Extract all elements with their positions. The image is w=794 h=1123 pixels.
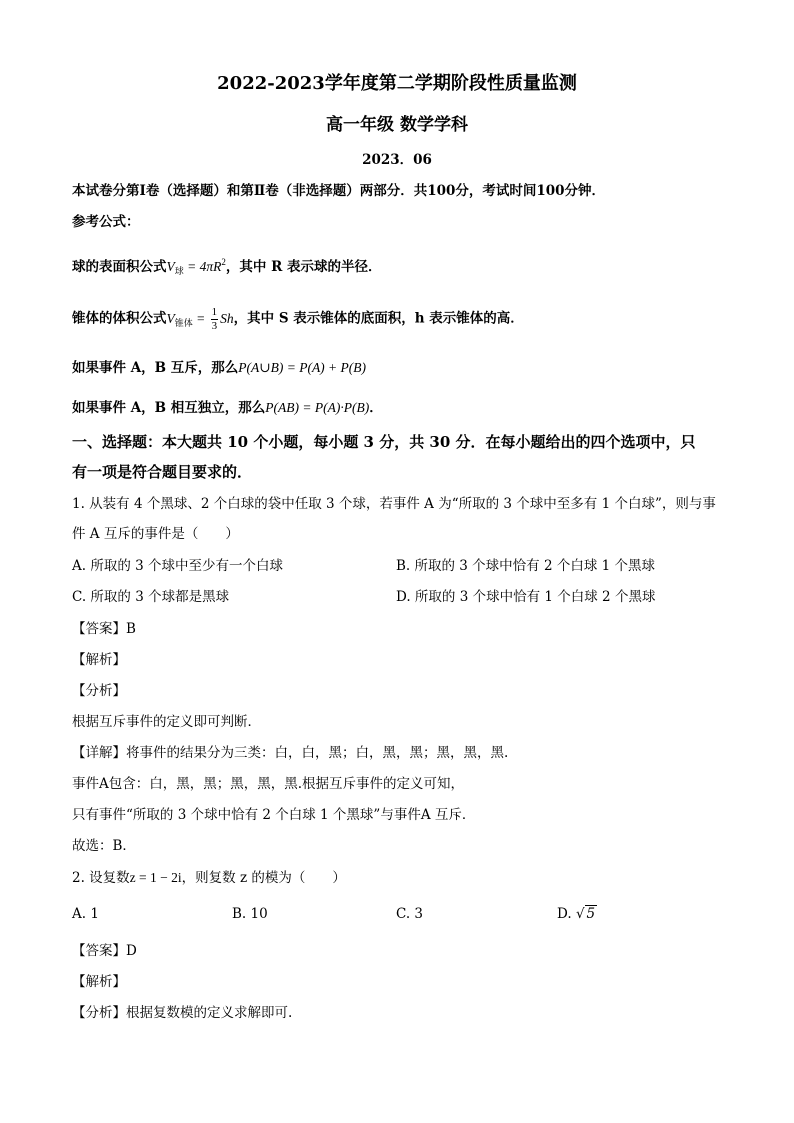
q2-stem: 2. 设复数z = 1 − 2i，则复数 z 的模为（ ） [72, 870, 346, 886]
exclusive-formula: P(A∪B) = P(A) + P(B) [238, 360, 367, 375]
mutually-exclusive-formula-line [72, 358, 366, 378]
q2-option-a: A. 1 [72, 906, 99, 922]
exam-title: 2022-2023学年度第二学期阶段性质量监测 [217, 73, 577, 94]
exclusive-prefix: 如果事件 A，B 互斥，那么 [72, 360, 239, 376]
q1-option-c: C. 所取的 3 个球都是黑球 [72, 589, 230, 605]
exam-subtitle: 高一年级 数学学科 [326, 115, 468, 135]
exam-notice: 本试卷分第Ⅰ卷（选择题）和第Ⅱ卷（非选择题）两部分．共100分，考试时间100分钟． [72, 183, 606, 199]
independent-formula: P(AB) = P(A)·P(B) [265, 400, 370, 415]
sqrt-icon: √ 5 [575, 906, 596, 922]
exam-date: 2023．06 [362, 152, 432, 168]
q2-fenxi: 【分析】根据复数模的定义求解即可. [72, 1005, 293, 1021]
q1-detail-line3: 只有事件“所取的 3 个球中恰有 2 个白球 1 个黑球”与事件A 互斥． [72, 807, 476, 823]
q1-option-a: A. 所取的 3 个球中至少有一个白球 [72, 558, 284, 574]
sphere-formula-suffix: ，其中 R 表示球的半径． [225, 259, 382, 275]
q1-option-d: D. 所取的 3 个球中恰有 1 个白球 2 个黑球 [396, 589, 656, 605]
cone-formula-prefix: 锥体的体积公式 [72, 310, 167, 327]
sphere-formula-prefix: 球的表面积公式 [72, 259, 167, 275]
cone-volume-formula: $V_{锥体}$ = $\frac{1}{3}$ Sh [166, 306, 234, 332]
q1-analysis-label: 【解析】 [72, 652, 126, 668]
q2-option-c: C. 3 [396, 906, 424, 922]
q1-fenxi-text: 根据互斥事件的定义即可判断． [72, 714, 261, 730]
q1-detail-line2: 事件A包含：白，黑，黑；黑，黑，黑.根据互斥事件的定义可知， [72, 776, 465, 792]
independent-formula-line: 如果事件 A，B 相互独立，那么P(AB) = P(A)·P(B)． [72, 400, 383, 416]
q2-complex-formula: z = 1 − 2i [129, 870, 182, 885]
q1-fenxi-label: 【分析】 [72, 683, 126, 699]
fraction-one-third: $\frac{1}{3}$ [211, 306, 218, 332]
q2-option-d: D. √ 5 [557, 906, 596, 922]
section-heading-line1: 一、选择题：本大题共 10 个小题，每小题 3 分，共 30 分．在每小题给出的四个选项中，只 [72, 433, 696, 451]
q1-option-b: B. 所取的 3 个球中恰有 2 个白球 1 个黑球 [396, 558, 656, 574]
formula-heading: 参考公式： [72, 214, 140, 230]
q1-stem-line1: 1. 从装有 4 个黑球、2 个白球的袋中任取 3 个球，若事件 A 为“所取的 3 个球中至多有 1 个白球”，则与事 [72, 496, 716, 512]
q1-answer: 【答案】B [72, 621, 136, 637]
q2-option-d-value: 5 [586, 906, 596, 922]
cone-volume-formula-line [72, 306, 524, 333]
independent-prefix: 如果事件 A，B 相互独立，那么 [72, 400, 266, 416]
q1-stem-line2: 件 A 互斥的事件是（ ） [72, 526, 239, 542]
cone-formula-suffix: ，其中 S 表示锥体的底面积，h 表示锥体的高． [233, 310, 524, 327]
section-heading-line2: 有一项是符合题目要求的． [72, 463, 253, 481]
sphere-area-formula: $V_球 = 4\pi R^2$ [166, 257, 226, 276]
q2-answer: 【答案】D [72, 943, 137, 959]
q2-option-b: B. 10 [232, 906, 268, 922]
sphere-area-formula-line [72, 252, 382, 281]
q1-choose: 故选：B． [72, 838, 136, 854]
q2-analysis-label: 【解析】 [72, 974, 126, 990]
q1-detail-line1: 【详解】将事件的结果分为三类：白，白，黑；白，黑，黑；黑，黑，黑. [72, 745, 509, 761]
